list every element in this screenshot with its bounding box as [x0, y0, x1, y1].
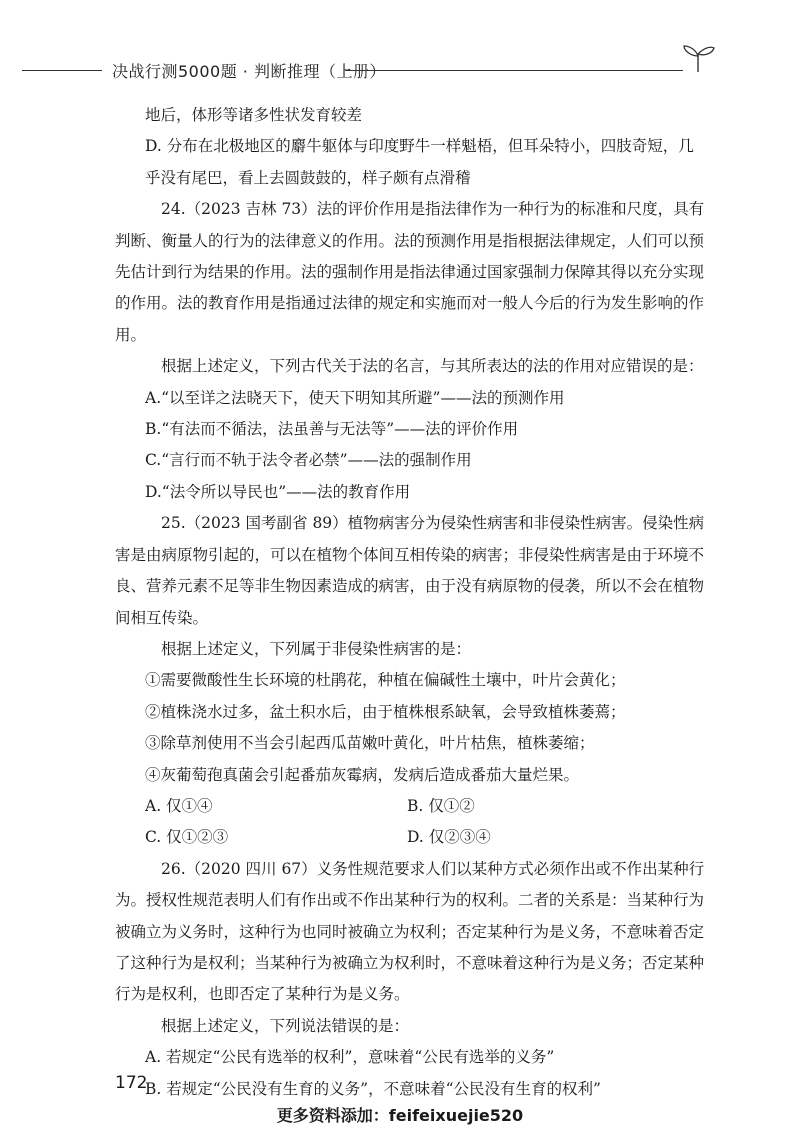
question-24-prompt: 根据上述定义，下列古代关于法的名言，与其所表达的法的作用对应错误的是： — [161, 357, 704, 376]
page-number: 172 — [115, 1073, 148, 1093]
footer-note: 更多资料添加：feifeixuejie520 — [276, 1106, 524, 1125]
question-26-option-b: B. 若规定“公民没有生育的义务”，不意味着“公民没有生育的权利” — [145, 1079, 601, 1098]
header-rule-right — [345, 70, 683, 71]
option-line: D. 分布在北极地区的麝牛躯体与印度野牛一样魁梧，但耳朵特小，四肢奇短，几 — [145, 137, 694, 156]
question-25-option-d: D. 仅②③④ — [407, 828, 491, 847]
question-24-option-c: C.“言行而不轨于法令者必禁”——法的强制作用 — [145, 451, 472, 470]
question-26-option-a: A. 若规定“公民有选举的权利”，意味着“公民有选举的义务” — [145, 1048, 555, 1067]
question-25-item: ①需要微酸性生长环境的杜鹃花，种植在偏碱性土壤中，叶片会黄化； — [145, 671, 626, 690]
question-25-option-b: B. 仅①② — [407, 796, 475, 815]
text-line: 乎没有尾巴，看上去圆鼓鼓的，样子颇有点滑稽 — [145, 168, 471, 187]
question-25-stem: 25.（2023 国考副省 89）植物病害分为侵染性病害和非侵染性病害。侵染性病害是由病原物引起的，可以在植物个体间互相传染的病害；非侵染性病害是由于环境不良、营养元素不足等非生物因素造成的病害，由于没有病原物的侵袭，所以不会在植物间相互传染。 — [115, 514, 705, 627]
page-body — [115, 100, 715, 1105]
question-24-option-d: D.“法令所以导民也”——法的教育作用 — [145, 482, 411, 501]
question-25-item: ③除草剂使用不当会引起西瓜苗嫩叶黄化，叶片枯焦，植株萎缩； — [145, 734, 595, 753]
header-title: 决战行测5000题 · 判断推理（上册） — [112, 62, 386, 81]
question-26-prompt: 根据上述定义，下列说法错误的是： — [161, 1016, 410, 1035]
question-24-stem: 24.（2023 吉林 73）法的评价作用是指法律作为一种行为的标准和尺度，具有判断、衡量人的行为的法律意义的作用。法的预测作用是指根据法律规定，人们可以预先估计到行为结果的作用。法的强制作用是指法律通过国家强制力保障其得以充分实现的作用。法的教育作用是指通过法律的规定和实施而对一般人今后的行为发生影响的作用。 — [115, 200, 705, 344]
sprout-icon — [678, 42, 718, 76]
running-header — [0, 52, 800, 92]
text-line: 地后，体形等诸多性状发育较差 — [145, 106, 363, 124]
question-25-item: ②植株浇水过多，盆土积水后，由于植株根系缺氧，会导致植株萎蔫； — [145, 702, 626, 721]
question-25-options-row — [115, 791, 715, 822]
question-24-option-b: B.“有法而不循法，法虽善与无法等”——法的评价作用 — [145, 420, 519, 439]
header-rule-left — [22, 70, 102, 71]
question-25-option-c: C. 仅①②③ — [145, 828, 229, 847]
question-24-option-a: A.“以至详之法晓天下，使天下明知其所避”——法的预测作用 — [145, 388, 565, 407]
question-25-option-a: A. 仅①④ — [145, 796, 213, 815]
question-25-options-row — [115, 822, 715, 853]
question-25-item: ④灰葡萄孢真菌会引起番茄灰霉病，发病后造成番茄大量烂果。 — [145, 765, 580, 784]
question-26-stem: 26.（2020 四川 67）义务性规范要求人们以某种方式必须作出或不作出某种行为。授权性规范表明人们有作出或不作出某种行为的权利。二者的关系是：当某种行为被确立为义务时，这种行为也同时被确立为权利；否定某种行为是义务，不意味着否定了这种行为是权利；当某种行为被确立为权利时，不意味着这种行为是义务；否定某种行为是权利，也即否定了某种行为是义务。 — [115, 859, 705, 1004]
question-25-prompt: 根据上述定义，下列属于非侵染性病害的是： — [161, 639, 472, 658]
